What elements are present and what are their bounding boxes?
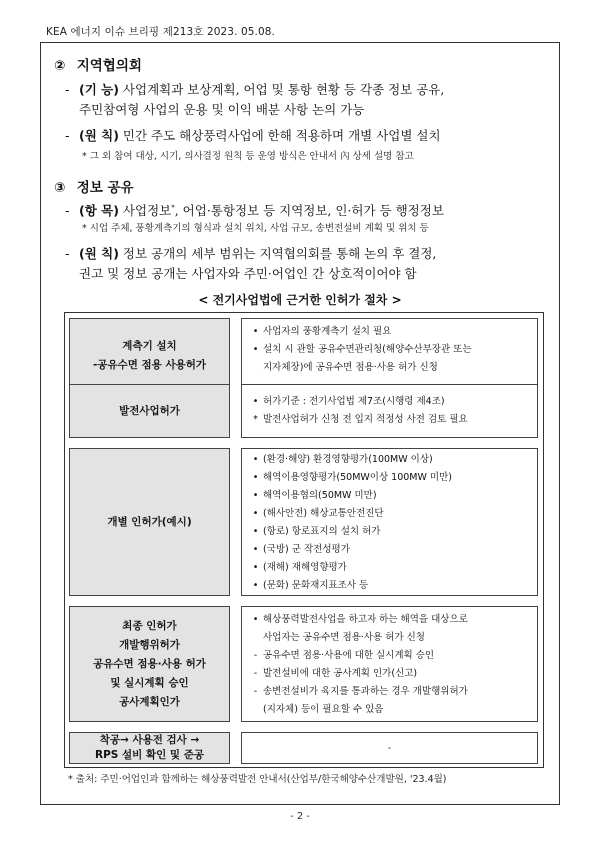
sec3-items-text-b: , 어업·통항정보 등 지역정보, 인·허가 등 행정정보	[174, 203, 444, 219]
source-note: * 출처: 주민·어업인과 함께하는 해상풍력발전 안내서(산업부/한국해양수산개발원, '23.4월)	[68, 774, 447, 785]
document-header: KEA 에너지 이슈 브리핑 제213호 2023. 05.08.	[46, 26, 275, 38]
detail-text: (환경·해양) 환경영향평가(100MW 이상)	[263, 454, 433, 465]
sec2-function-label: (기 능)	[79, 82, 119, 97]
step-detail-final-permits	[241, 606, 538, 722]
detail-text: 설치 시 관할 공유수면관리청(해양수산부장관 또는	[263, 344, 472, 355]
detail-text: (항로) 항로표지의 설치 허가	[263, 526, 381, 537]
step-label-line: 착공→ 사용전 검사 →	[99, 734, 200, 746]
step-detail-completion	[241, 732, 538, 764]
bullet-mark: •	[252, 544, 259, 555]
step-label-line: 개별 인허가(예시)	[107, 515, 192, 528]
table-title: < 전기사업법에 근거한 인허가 절차 >	[198, 293, 402, 307]
bullet-mark: •	[252, 454, 259, 465]
bullet-mark: -	[253, 668, 258, 679]
step-label-generation-permit	[69, 384, 230, 438]
step-detail-individual-permits	[241, 448, 538, 596]
sec3-principle-line1: 정보 공개의 세부 범위는 지역협의회를 통해 논의 후 결정,	[122, 246, 437, 261]
bullet-mark: •	[252, 396, 259, 407]
detail-text: 발전사업허가 신청 전 입지 적정성 사전 검토 필요	[263, 414, 468, 425]
bullet-mark: *	[253, 414, 258, 425]
sec2-function-line1: 사업계획과 보상계획, 어업 및 통항 현황 등 각종 정보 공유,	[122, 82, 445, 97]
detail-text: 사업자의 풍황계측기 설치 필요	[263, 326, 392, 337]
detail-text: 허가기준 : 전기사업법 제7조(시행령 제4조)	[263, 396, 445, 407]
step-label-completion	[69, 732, 230, 764]
step-label-line: 계측기 설치	[122, 340, 177, 352]
section-2-number: ②	[54, 58, 66, 74]
detail-text: 발전설비에 대한 공사계획 인가(신고)	[263, 668, 418, 679]
detail-text: (국방) 군 작전성평가	[263, 544, 350, 555]
section-3-title	[54, 176, 134, 196]
bullet-mark: •	[252, 344, 259, 355]
step-label-individual-permits	[69, 448, 230, 596]
step-label-line: 최종 인허가	[122, 619, 177, 632]
detail-text: 사업자는 공유수면 점용·사용 허가 신청	[263, 632, 425, 643]
bullet-mark: •	[252, 580, 259, 591]
step-label-line: 및 실시계획 승인	[110, 676, 189, 689]
sec3-items-footnote-mark: *	[171, 204, 175, 212]
bullet-mark: -	[253, 650, 258, 661]
sec2-principle-label: (원 칙)	[79, 128, 119, 143]
page-number: - 2 -	[290, 811, 310, 822]
detail-text: 해상풍력발전사업을 하고자 하는 해역을 대상으로	[263, 614, 468, 625]
sec3-principle-line2: 권고 및 정보 공개는 사업자와 주민·어업인 간 상호적이어야 함	[79, 266, 417, 281]
detail-text: 해역이용영향평가(50MW이상 100MW 미만)	[263, 472, 452, 483]
sec2-principle-bullet: - (원 칙) 민간 주도 해상풍력사업에 한해 적용하며 개별 사업별 설치	[65, 128, 441, 143]
sec3-items-text-a: 사업정보	[122, 203, 172, 219]
section-2-title	[54, 54, 142, 74]
detail-text: 공유수면 점용·사용에 대한 실시계획 승인	[263, 650, 435, 661]
bullet-mark: •	[252, 526, 259, 537]
step-detail-meter-install	[241, 318, 538, 394]
sec3-items-label: (항 목)	[79, 203, 119, 219]
sec2-principle-text: 민간 주도 해상풍력사업에 한해 적용하며 개별 사업별 설치	[122, 128, 441, 143]
sec3-principle-bullet: - (원 칙) 정보 공개의 세부 범위는 지역협의회를 통해 논의 후 결정, 권고 및 정보 공개는 사업자와 주민·어업인 간 상호적이어야 함	[65, 244, 545, 284]
section-3-title-text: 정보 공유	[76, 180, 134, 196]
detail-text: 송변전설비가 육지를 통과하는 경우 개발행위허가	[263, 686, 468, 697]
sec2-function-line2: 주민참여형 사업의 운용 및 이익 배분 사항 논의 가능	[79, 102, 365, 117]
section-3-number: ③	[54, 180, 66, 196]
step-label-line: -공유수면 점용 사용허가	[92, 359, 207, 371]
bullet-mark: •	[252, 562, 259, 573]
sec3-items-bullet: - (항 목) 사업정보*, 어업·통항정보 등 지역정보, 인·허가 등 행정정보	[65, 203, 444, 219]
sec3-note: * 시업 주체, 풍황계측기의 형식과 설치 위치, 사업 규모, 송변전설비 계획 및 위치 등	[82, 223, 429, 234]
bullet-mark: -	[253, 686, 258, 697]
detail-text: (지자체) 등이 필요할 수 있음	[263, 704, 384, 715]
bullet-mark: •	[252, 614, 259, 625]
bullet-mark: •	[252, 472, 259, 483]
sec3-principle-label: (원 칙)	[79, 246, 119, 261]
detail-text: (재해) 재해영향평가	[263, 562, 347, 573]
sec2-function-bullet: - (기 능) 사업계획과 보상계획, 어업 및 통항 현황 등 각종 정보 공유, 주민참여형 사업의 운용 및 이익 배분 사항 논의 가능	[65, 80, 545, 120]
step-label-line: 발전사업허가	[119, 404, 180, 417]
step-label-line: 개발행위허가	[119, 638, 180, 651]
section-2-title-text: 지역협의회	[76, 58, 142, 74]
step-detail-generation-permit	[241, 384, 538, 438]
bullet-mark: •	[252, 326, 259, 337]
bullet-mark: •	[252, 508, 259, 519]
sec2-note: * 그 외 참여 대상, 시기, 의사결정 원칙 등 운영 방식은 안내서 內 상세 설명 참고	[82, 151, 414, 162]
step-label-line: 공사계획인가	[119, 695, 180, 708]
step-label-meter-install	[69, 318, 230, 394]
step-label-final-permits	[69, 606, 230, 722]
bullet-mark: •	[252, 490, 259, 501]
detail-text: 해역이용협의(50MW 미만)	[263, 490, 377, 501]
detail-text: -	[387, 741, 392, 754]
detail-text: (문화) 문화재지표조사 등	[263, 580, 369, 591]
detail-text: 지자체장)에 공유수면 점용·사용 허가 신청	[263, 362, 438, 373]
detail-text: (해사안전) 해상교통안전진단	[263, 508, 384, 519]
step-label-line: RPS 설비 확인 및 준공	[95, 749, 204, 761]
step-label-line: 공유수면 점용·사용 허가	[93, 657, 206, 670]
